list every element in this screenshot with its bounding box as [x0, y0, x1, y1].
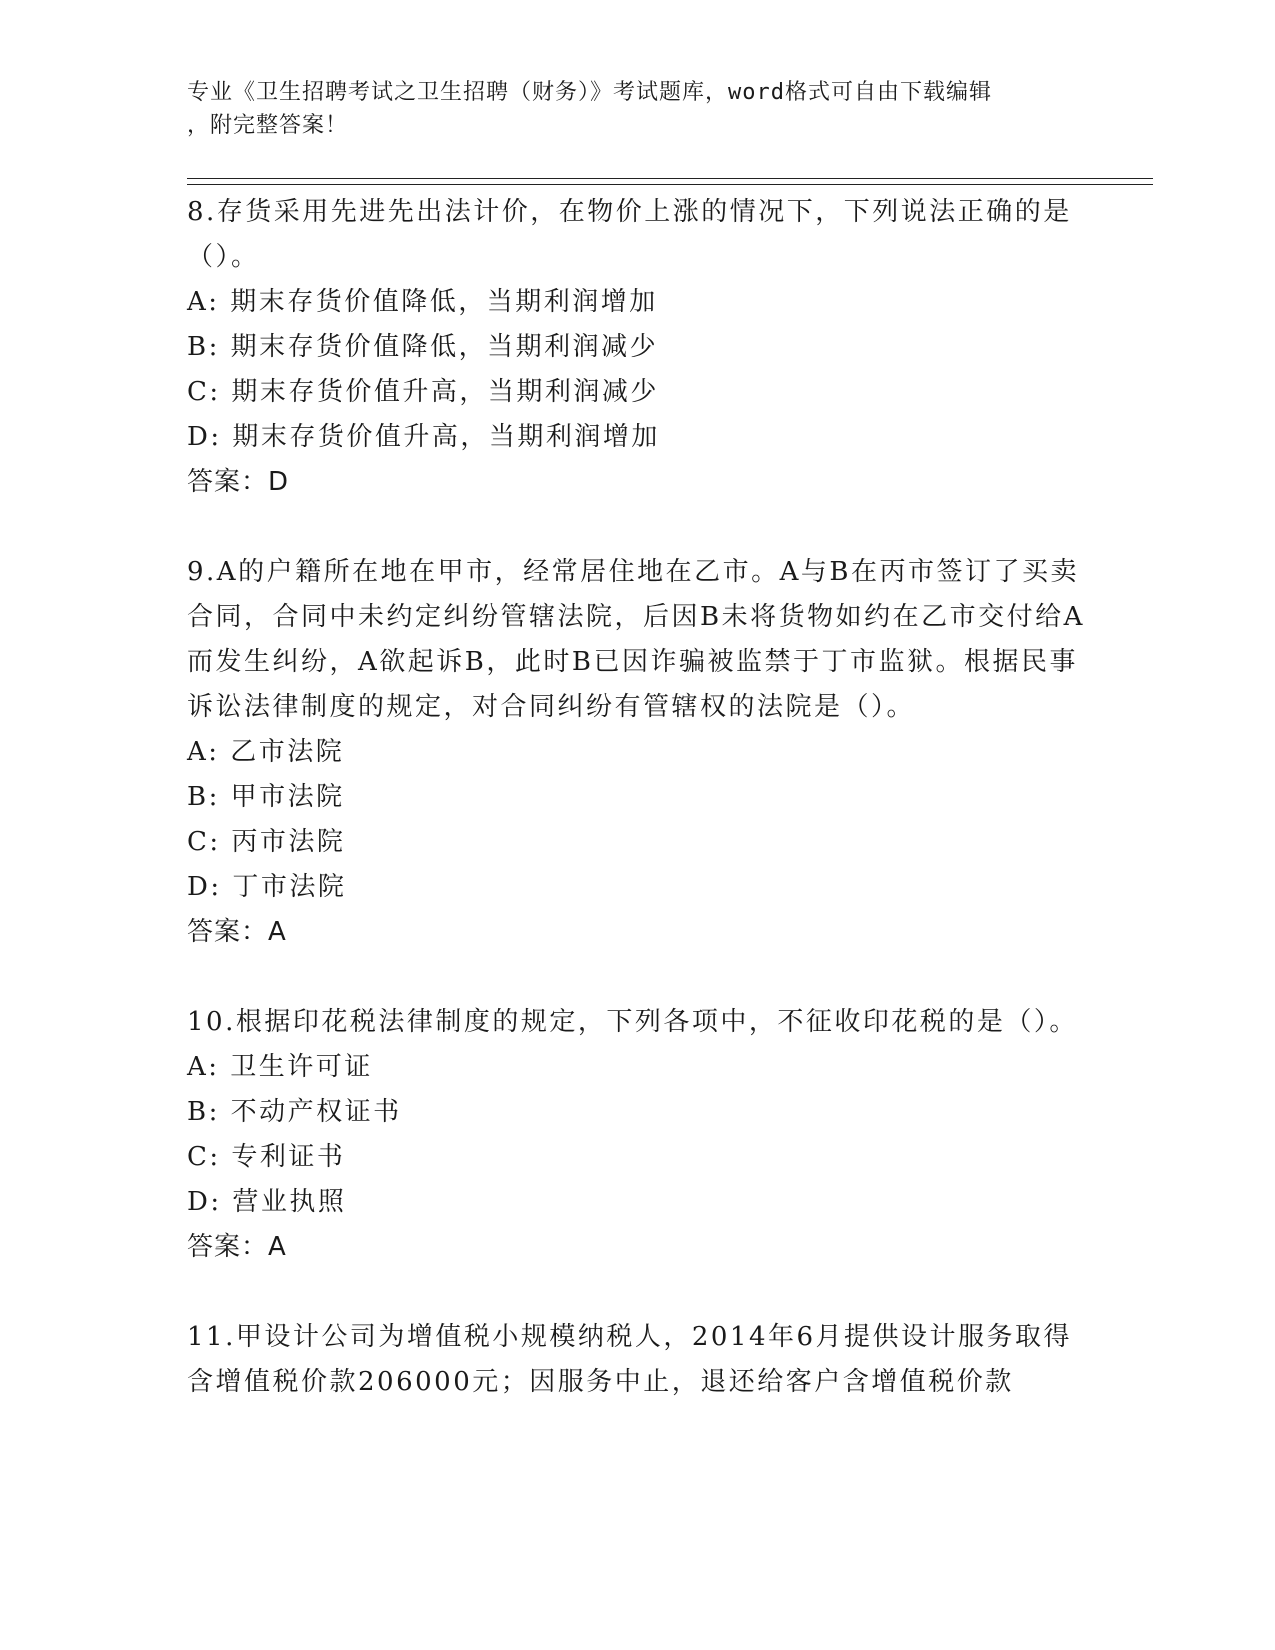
option-b: B: 不动产权证书: [187, 1097, 402, 1127]
option-b: B: 甲市法院: [187, 782, 345, 812]
question-10: [187, 1000, 1087, 1270]
question-text: 8.存货采用先进先出法计价，在物价上涨的情况下，下列说法正确的是（）。: [187, 197, 1072, 272]
header-line-2: ，附完整答案！: [187, 113, 349, 138]
header-divider-top: [187, 178, 1153, 179]
question-text: 10.根据印花税法律制度的规定，下列各项中，不征收印花税的是（）。: [187, 1007, 1078, 1037]
question-11: [187, 1315, 1087, 1405]
spacer: [187, 505, 1087, 550]
answer-label: 答案：D: [187, 467, 290, 497]
option-c: C: 专利证书: [187, 1142, 346, 1172]
question-8: [187, 190, 1087, 505]
option-a: A: 卫生许可证: [187, 1052, 373, 1082]
spacer: [187, 955, 1087, 1000]
spacer: [187, 1270, 1087, 1315]
question-text: 11.甲设计公司为增值税小规模纳税人，2014年6月提供设计服务取得含增值税价款206000元；因服务中止，退还给客户含增值税价款: [187, 1322, 1073, 1397]
answer-label: 答案：A: [187, 917, 287, 947]
option-a: A: 乙市法院: [187, 737, 345, 767]
question-text: 9.A的户籍所在地在甲市，经常居住地在乙市。A与B在丙市签订了买卖合同，合同中未约定纠纷管辖法院，后因B未将货物如约在乙市交付给A而发生纠纷，A欲起诉B，此时B已因诈骗被监禁于丁市监狱。根据民事诉讼法律制度的规定，对合同纠纷有管辖权的法院是（）。: [187, 557, 1085, 722]
option-b: B: 期末存货价值降低，当期利润减少: [187, 332, 659, 362]
answer-label: 答案：A: [187, 1232, 287, 1262]
question-list: [187, 190, 1087, 1405]
document-header: [187, 76, 1067, 142]
option-d: D: 丁市法院: [187, 872, 347, 902]
option-d: D: 期末存货价值升高，当期利润增加: [187, 422, 660, 452]
option-c: C: 期末存货价值升高，当期利润减少: [187, 377, 659, 407]
option-d: D: 营业执照: [187, 1187, 347, 1217]
option-a: A: 期末存货价值降低，当期利润增加: [187, 287, 658, 317]
header-line-1: 专业《卫生招聘考试之卫生招聘（财务）》考试题库，word格式可自由下载编辑: [187, 80, 992, 105]
header-divider-bottom: [187, 184, 1153, 185]
question-9: [187, 550, 1087, 955]
option-c: C: 丙市法院: [187, 827, 346, 857]
